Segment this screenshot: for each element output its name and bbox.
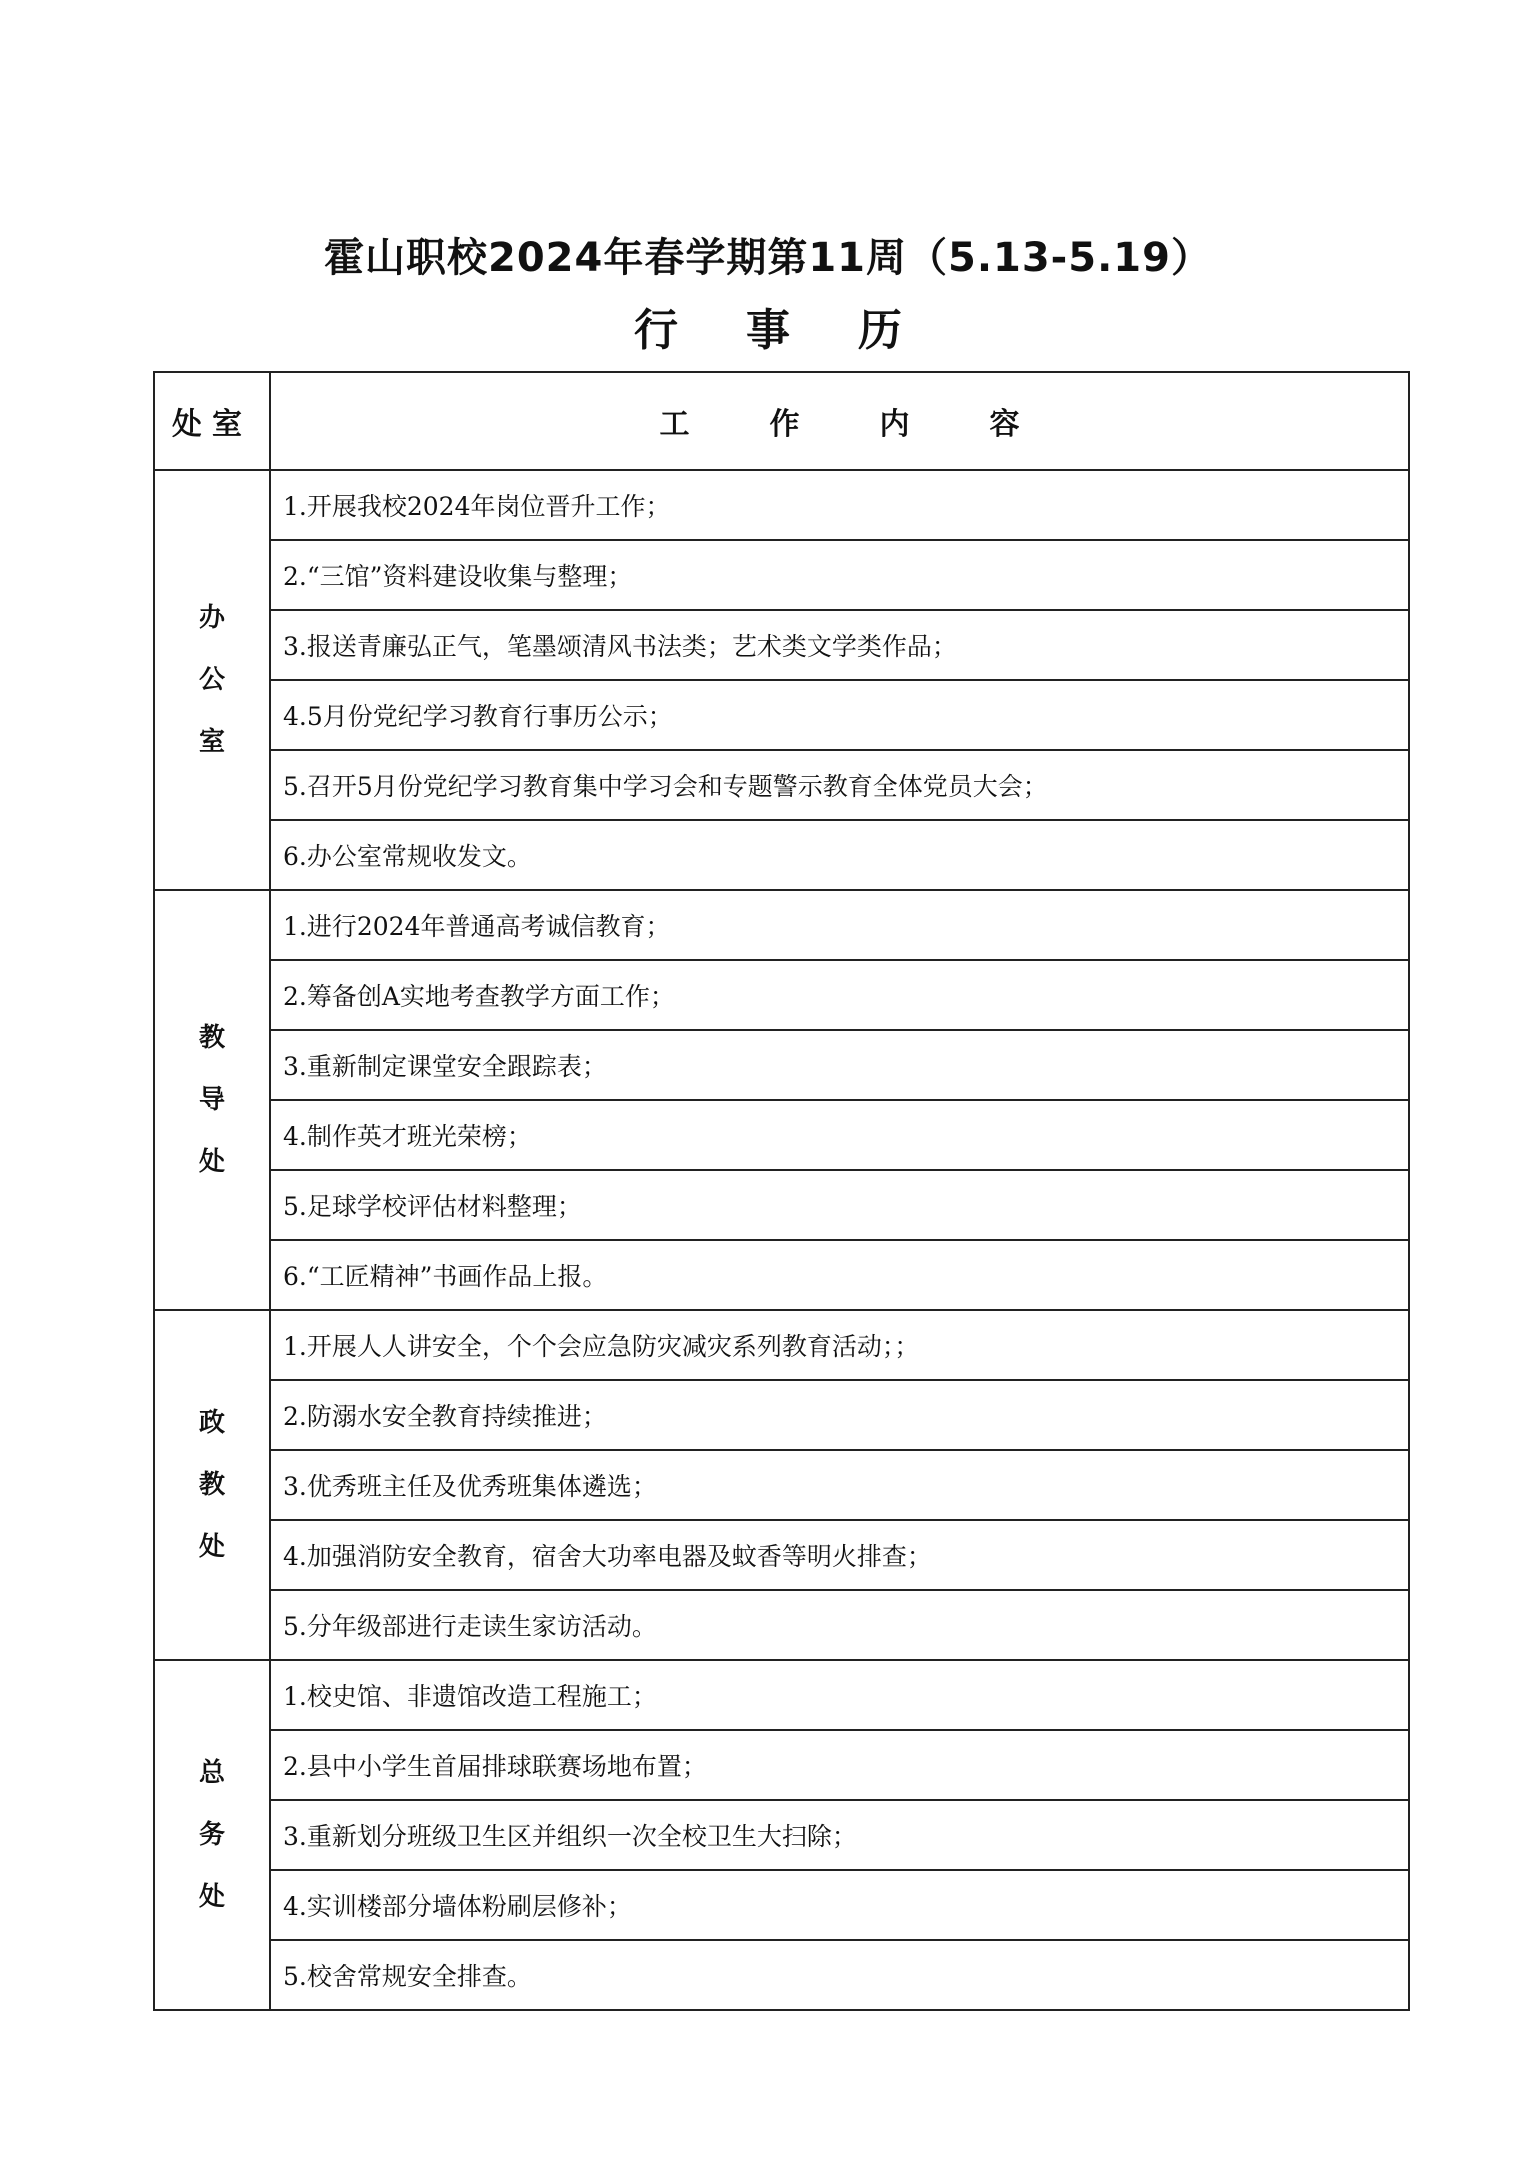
work-item: 2.防溺水安全教育持续推进； [270, 1380, 1409, 1450]
table-row [154, 1520, 1409, 1590]
table-row [154, 960, 1409, 1030]
work-item: 5.召开5月份党纪学习教育集中学习会和专题警示教育全体党员大会； [270, 750, 1409, 820]
dept-name: 总务处 [198, 1758, 225, 1912]
work-item: 2.筹备创A实地考查教学方面工作； [270, 960, 1409, 1030]
dept-cell-student-affairs [154, 1310, 270, 1660]
work-item: 3.优秀班主任及优秀班集体遴选； [270, 1450, 1409, 1520]
document-title: 霍山职校2024年春学期第11周（5.13-5.19） [324, 235, 1212, 281]
table-row [154, 1100, 1409, 1170]
table-row [154, 1170, 1409, 1240]
work-item: 1.开展人人讲安全，个个会应急防灾减灾系列教育活动；； [270, 1310, 1409, 1380]
work-item: 4.制作英才班光荣榜； [270, 1100, 1409, 1170]
work-item: 4.加强消防安全教育，宿舍大功率电器及蚊香等明火排查； [270, 1520, 1409, 1590]
dept-cell-general-affairs [154, 1660, 270, 2010]
table-row [154, 1030, 1409, 1100]
table-row [154, 1310, 1409, 1380]
table-row [154, 1660, 1409, 1730]
table-row [154, 1240, 1409, 1310]
work-item: 1.开展我校2024年岗位晋升工作； [270, 470, 1409, 540]
table-row [154, 1940, 1409, 2010]
table-row [154, 1730, 1409, 1800]
column-header-content: 工作内容 [270, 372, 1409, 470]
table-header-row [154, 372, 1409, 470]
work-item: 2.县中小学生首届排球联赛场地布置； [270, 1730, 1409, 1800]
table-row [154, 750, 1409, 820]
table-row [154, 1450, 1409, 1520]
work-item: 5.校舍常规安全排查。 [270, 1940, 1409, 2010]
document-subtitle: 行事历 [634, 305, 970, 356]
dept-cell-academic [154, 890, 270, 1310]
table-row [154, 680, 1409, 750]
dept-name: 教导处 [198, 1023, 225, 1177]
work-item: 6.办公室常规收发文。 [270, 820, 1409, 890]
work-item: 6.“工匠精神”书画作品上报。 [270, 1240, 1409, 1310]
work-item: 5.足球学校评估材料整理； [270, 1170, 1409, 1240]
work-item: 2.“三馆”资料建设收集与整理； [270, 540, 1409, 610]
work-item: 3.重新制定课堂安全跟踪表； [270, 1030, 1409, 1100]
table-row [154, 1800, 1409, 1870]
table-row [154, 1870, 1409, 1940]
work-item: 4.5月份党纪学习教育行事历公示； [270, 680, 1409, 750]
table-row [154, 1380, 1409, 1450]
table-row [154, 820, 1409, 890]
work-item: 3.重新划分班级卫生区并组织一次全校卫生大扫除； [270, 1800, 1409, 1870]
table-row [154, 470, 1409, 540]
work-item: 1.进行2024年普通高考诚信教育； [270, 890, 1409, 960]
table-row [154, 610, 1409, 680]
schedule-table [153, 371, 1410, 2011]
dept-name: 办公室 [198, 603, 225, 757]
work-item: 1.校史馆、非遗馆改造工程施工； [270, 1660, 1409, 1730]
dept-cell-office [154, 470, 270, 890]
work-item: 3.报送青廉弘正气，笔墨颂清风书法类；艺术类文学类作品； [270, 610, 1409, 680]
work-item: 4.实训楼部分墙体粉刷层修补； [270, 1870, 1409, 1940]
dept-name: 政教处 [198, 1408, 225, 1562]
column-header-dept: 处室 [154, 372, 270, 470]
table-row [154, 1590, 1409, 1660]
table-row [154, 540, 1409, 610]
work-item: 5.分年级部进行走读生家访活动。 [270, 1590, 1409, 1660]
table-row [154, 890, 1409, 960]
